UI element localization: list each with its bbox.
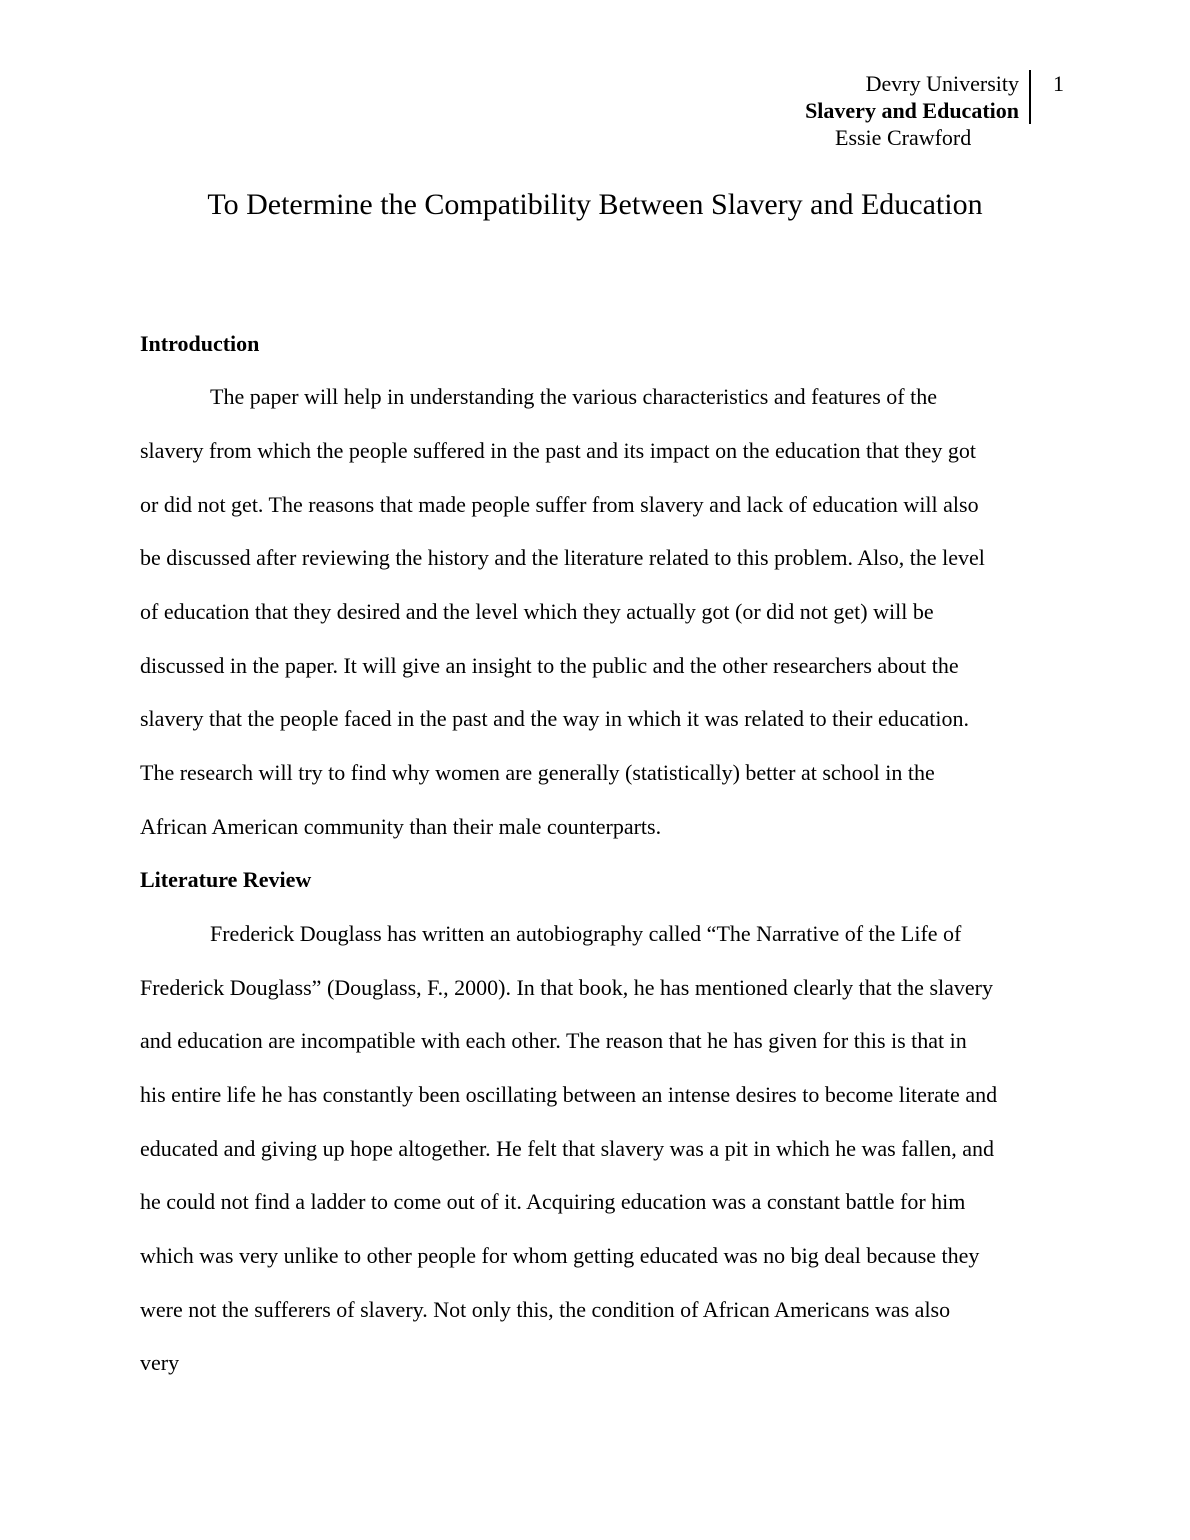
paragraph-line: of education that they desired and the level which they actually got (or did not get) will be: [140, 599, 934, 624]
running-header: [805, 70, 1031, 124]
paragraph-line: be discussed after reviewing the history and the literature related to this problem. Also, the level: [140, 545, 985, 570]
paragraph-line: Frederick Douglass has written an autobiography called “The Narrative of the Life of: [210, 921, 962, 946]
header-running-title: Slavery and Education: [805, 98, 1019, 123]
paragraph-line: The research will try to find why women are generally (statistically) better at school in the: [140, 760, 935, 785]
author-name: Essie Crawford: [835, 125, 972, 150]
paragraph-line: his entire life he has constantly been oscillating between an intense desires to become literate and: [140, 1082, 998, 1107]
section-heading-literature-review: Literature Review: [140, 867, 312, 892]
paragraph-line: African American community than their male counterparts.: [140, 814, 662, 839]
paragraph-line: very: [140, 1350, 180, 1375]
header-institution: Devry University: [865, 71, 1019, 96]
paragraph-line: which was very unlike to other people for whom getting educated was no big deal because they: [140, 1243, 980, 1268]
document-title: To Determine the Compatibility Between Slavery and Education: [207, 188, 983, 221]
paragraph-line: The paper will help in understanding the various characteristics and features of the: [210, 384, 937, 409]
paragraph-line: were not the sufferers of slavery. Not only this, the condition of African Americans was also: [140, 1297, 951, 1322]
paragraph-line: slavery that the people faced in the past and the way in which it was related to their education.: [140, 706, 969, 731]
paragraph-line: Frederick Douglass” (Douglass, F., 2000). In that book, he has mentioned clearly that the slavery: [140, 975, 993, 1000]
paragraph-line: or did not get. The reasons that made people suffer from slavery and lack of education will also: [140, 492, 979, 517]
paragraph-line: and education are incompatible with each other. The reason that he has given for this is that in: [140, 1028, 967, 1053]
page-number: 1: [1053, 71, 1064, 96]
paragraph-line: discussed in the paper. It will give an insight to the public and the other researchers about the: [140, 653, 959, 678]
paragraph-line: he could not find a ladder to come out of it. Acquiring education was a constant battle for him: [140, 1189, 966, 1214]
section-heading-introduction: Introduction: [140, 331, 260, 356]
paragraph-line: educated and giving up hope altogether. He felt that slavery was a pit in which he was fallen, and: [140, 1136, 995, 1161]
paragraph-line: slavery from which the people suffered in the past and its impact on the education that they got: [140, 438, 976, 463]
